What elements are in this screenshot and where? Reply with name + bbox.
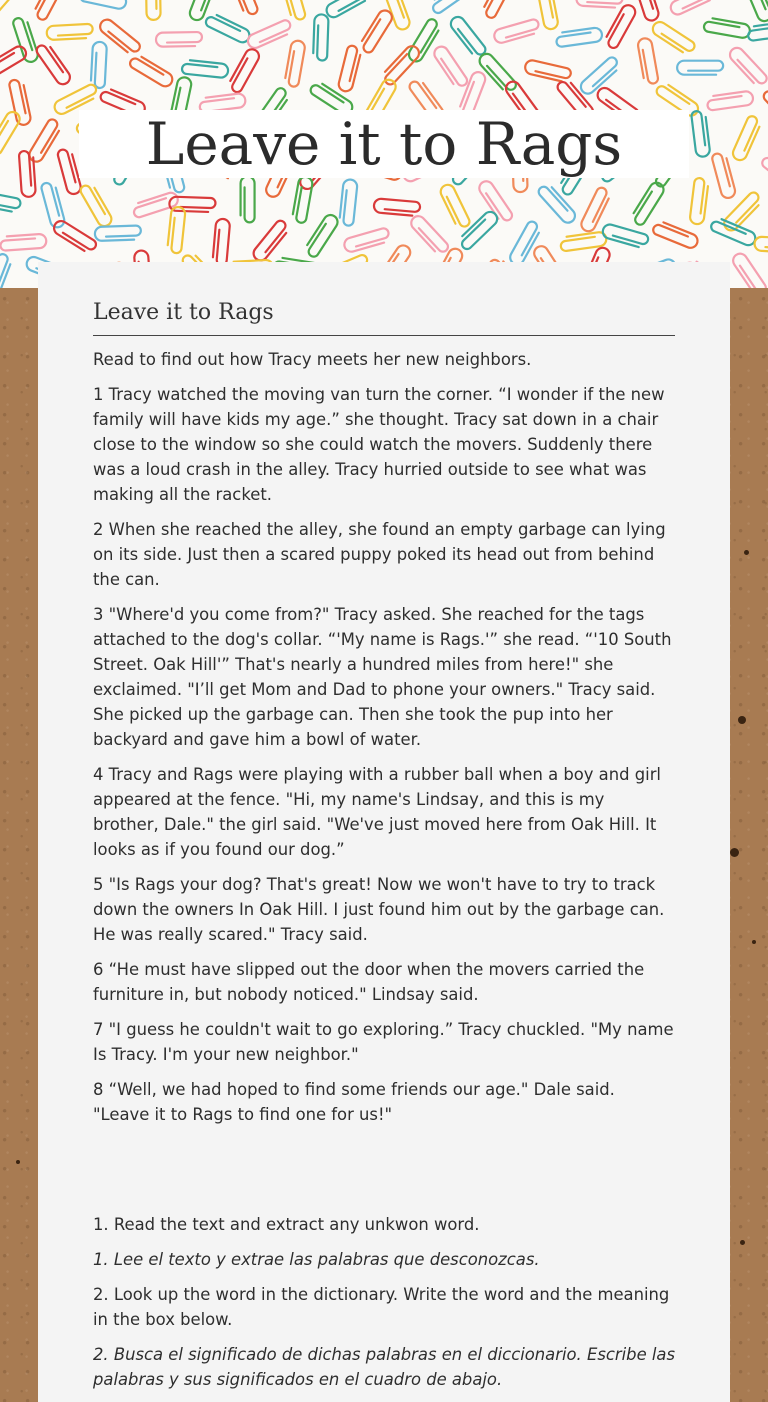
paperclip-icon <box>760 153 768 192</box>
spot <box>16 1160 20 1164</box>
paperclip-icon <box>524 59 572 83</box>
paperclip-icon <box>131 191 179 219</box>
paperclip-icon <box>762 87 768 130</box>
paperclip-icon <box>633 0 661 22</box>
paperclip-icon <box>668 0 716 17</box>
paperclip-icon <box>652 220 700 250</box>
paperclip-icon <box>603 3 638 50</box>
worksheet-content <box>93 300 675 1402</box>
paperclip-icon <box>313 14 329 60</box>
paperclip-icon <box>292 176 314 224</box>
paperclip-icon <box>555 27 603 47</box>
paperclip-icon <box>408 213 450 256</box>
paperclip-icon <box>727 45 768 88</box>
story-paragraph: 1 Tracy watched the moving van turn the corner. “I wonder if the new family will have kids my age.” she thought. Tracy sat down in a chair close to the window so she could watch the movers. Suddenly there was a loud crash in the alley. Tracy hurried outside to see what was making all the racket. <box>93 385 665 504</box>
paperclip-icon <box>182 60 229 79</box>
paperclip-icon <box>711 151 736 199</box>
paperclip-icon <box>303 212 340 258</box>
paperclip-icon <box>0 109 22 156</box>
paperclip-icon <box>167 206 186 253</box>
instruction-en: 2. Look up the word in the dictionary. Write the word and the meaning in the box below. <box>93 1285 670 1329</box>
paperclip-icon <box>493 18 541 44</box>
paperclip-icon <box>337 45 362 93</box>
paperclip-icon <box>280 0 306 22</box>
story-paragraph: 3 "Where'd you come from?" Tracy asked. She reached for the tags attached to the dog's collar. “'My name is Rags.'” she read. “'10 South Street. Oak Hill'” That's nearly a hundred miles from here!" she exclaimed. "I’ll get Mom and Dad to phone your owners." Tracy said. She picked up the garbage can. Then she took the pup into her backyard and gave him a bowl of water. <box>93 605 672 749</box>
paperclip-icon <box>156 32 202 47</box>
paperclip-icon <box>731 115 762 163</box>
spot <box>730 848 739 857</box>
paperclip-icon <box>576 0 623 8</box>
page-title: Leave it to Rags <box>145 110 623 178</box>
paperclip-icon <box>339 179 358 226</box>
story-paragraph: 4 Tracy and Rags were playing with a rubber ball when a boy and girl appeared at the fence. "Hi, my name's Lindsay, and this is my brother, Dale." the girl said. "We've just moved here from Oak Hill. It looks as if you found our dog.” <box>93 765 661 859</box>
paperclip-icon <box>128 53 175 89</box>
story-paragraph: 8 “Well, we had hoped to find some friends our age." Dale said. "Leave it to Rags to find one for us!" <box>93 1080 615 1124</box>
paperclip-icon <box>97 17 142 57</box>
instructions <box>93 1212 675 1392</box>
paperclip-icon <box>677 61 723 75</box>
paperclip-icon <box>691 110 711 157</box>
instruction-en: 1. Read the text and extract any unkwon word. <box>93 1215 480 1234</box>
paperclip-icon <box>743 0 768 23</box>
paperclip-icon <box>284 40 306 88</box>
section-title: Leave it to Rags <box>93 300 675 336</box>
paperclip-icon <box>79 182 114 229</box>
paperclip-icon <box>747 21 768 41</box>
paperclip-icon <box>212 218 230 265</box>
paperclip-icon <box>536 0 559 30</box>
paperclip-icon <box>95 225 141 241</box>
instruction-es: 2. Busca el significado de dichas palabras en el diccionario. Escribe las palabras y sus significados en el cuadro de abajo. <box>93 1345 675 1389</box>
paperclip-icon <box>0 44 29 80</box>
paperclip-icon <box>227 47 262 94</box>
paperclip-icon <box>710 216 758 247</box>
paperclip-icon <box>204 12 251 45</box>
paperclip-icon <box>481 0 515 20</box>
paperclip-icon <box>46 24 93 40</box>
paperclip-icon <box>358 8 394 54</box>
paperclip-icon <box>429 0 475 15</box>
paperclip-icon <box>406 17 442 64</box>
spot <box>738 716 746 724</box>
paperclip-icon <box>703 17 751 39</box>
paperclip-icon <box>0 190 21 213</box>
paperclip-icon <box>251 219 291 264</box>
paperclip-icon <box>706 91 754 111</box>
paperclip-icon <box>689 178 709 225</box>
paperclip-icon <box>457 209 500 251</box>
story <box>93 382 675 1127</box>
story-paragraph: 5 "Is Rags your dog? That's great! Now we won't have to try to track down the owners In Oak Hill. I just found him out by the garbage can. He was really scared." Tracy said. <box>93 875 665 944</box>
paperclip-icon <box>146 0 161 20</box>
paperclip-icon <box>601 223 649 249</box>
paperclip-icon <box>324 0 371 20</box>
paperclip-icon <box>79 0 127 10</box>
paperclip-icon <box>343 227 391 253</box>
paperclip-icon <box>51 218 97 254</box>
paperclip-icon <box>650 19 696 56</box>
paperclip-icon <box>246 19 294 50</box>
paperclip-icon <box>438 182 471 229</box>
paperclip-icon <box>730 251 767 288</box>
paperclip-icon <box>229 0 259 17</box>
instruction-es: 1. Lee el texto y extrae las palabras que desconozcas. <box>93 1250 540 1269</box>
paperclip-icon <box>637 37 659 85</box>
paperclip-icon <box>0 234 47 251</box>
header-banner <box>0 0 768 288</box>
paperclip-icon <box>35 41 73 87</box>
paperclip-icon <box>91 42 107 89</box>
intro-text: Read to find out how Tracy meets her new neighbors. <box>93 350 532 369</box>
paperclip-icon <box>32 0 66 21</box>
spot <box>744 550 749 555</box>
story-paragraph: 6 “He must have slipped out the door when the movers carried the furniture in, but nobody noticed." Lindsay said. <box>93 960 645 1004</box>
paperclip-icon <box>448 14 487 59</box>
paperclip-icon <box>754 237 768 253</box>
paperclip-icon <box>241 176 255 222</box>
story-paragraph: 7 "I guess he couldn't wait to go exploring.” Tracy chuckled. "My name Is Tracy. I'm your new neighbor." <box>93 1020 674 1064</box>
paperclip-icon <box>537 182 578 226</box>
spot <box>752 940 756 944</box>
paperclip-icon <box>432 44 469 90</box>
paperclip-icon <box>19 150 36 197</box>
story-paragraph: 2 When she reached the alley, she found an empty garbage can lying on its side. Just then a scared puppy poked its head out from behind the can. <box>93 520 666 589</box>
spot <box>740 1240 745 1245</box>
paperclip-icon <box>0 253 13 288</box>
paperclip-icon <box>373 198 420 216</box>
worksheet-card <box>38 262 730 1402</box>
title-box <box>79 110 689 178</box>
